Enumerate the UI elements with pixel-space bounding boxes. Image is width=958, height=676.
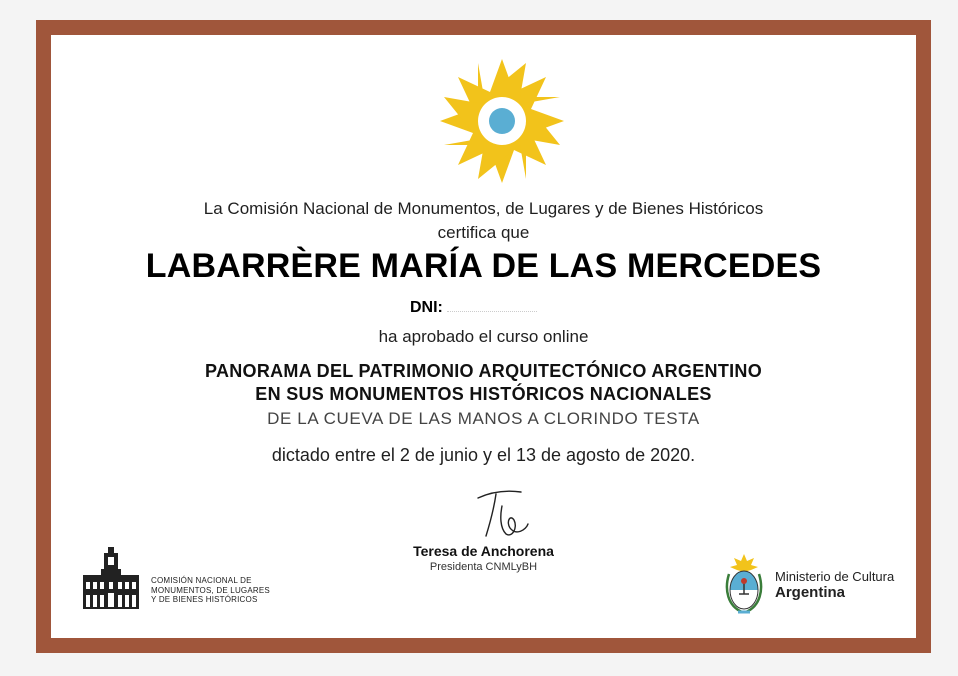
approved-text: ha aprobado el curso online [378,327,589,346]
recipient-name: LABARRÈRE MARÍA DE LAS MERCEDES [145,247,822,285]
ministry-line2: Argentina [775,584,846,601]
dni-value-redacted [447,301,537,312]
cnm-logo-text [151,576,270,605]
signature-image [466,478,546,548]
argentina-coat-of-arms-icon [724,552,764,616]
signer-name: Teresa de Anchorena [413,543,554,559]
course-subtitle: DE LA CUEVA DE LAS MANOS A CLORINDO TESTA [267,409,700,428]
sun-of-may-icon [436,55,568,187]
issuer-line: La Comisión Nacional de Monumentos, de Lugares y de Bienes Históricos [203,199,764,218]
dni-label: DNI: [410,299,443,316]
ministry-logo-text [775,569,894,601]
ministry-line1: Ministerio de Cultura [775,569,895,584]
cnm-line: Y DE BIENES HISTÓRICOS [151,595,258,604]
certificate-frame [36,20,931,653]
dni-field [410,299,537,317]
course-title-line1: PANORAMA DEL PATRIMONIO ARQUITECTÓNICO ARGENTINO [204,361,763,381]
cabildo-building-icon [81,545,141,610]
cnm-line: COMISIÓN NACIONAL DE [151,576,252,585]
certificate-paper [51,35,916,638]
course-title-line2: EN SUS MONUMENTOS HISTÓRICOS NACIONALES [255,384,712,404]
signer-role: Presidenta CNMLyBH [429,561,538,573]
certifies-line: certifica que [437,223,530,242]
cnm-line: MONUMENTOS, DE LUGARES [151,585,270,595]
course-dates: dictado entre el 2 de junio y el 13 de agosto de 2020. [271,445,696,465]
